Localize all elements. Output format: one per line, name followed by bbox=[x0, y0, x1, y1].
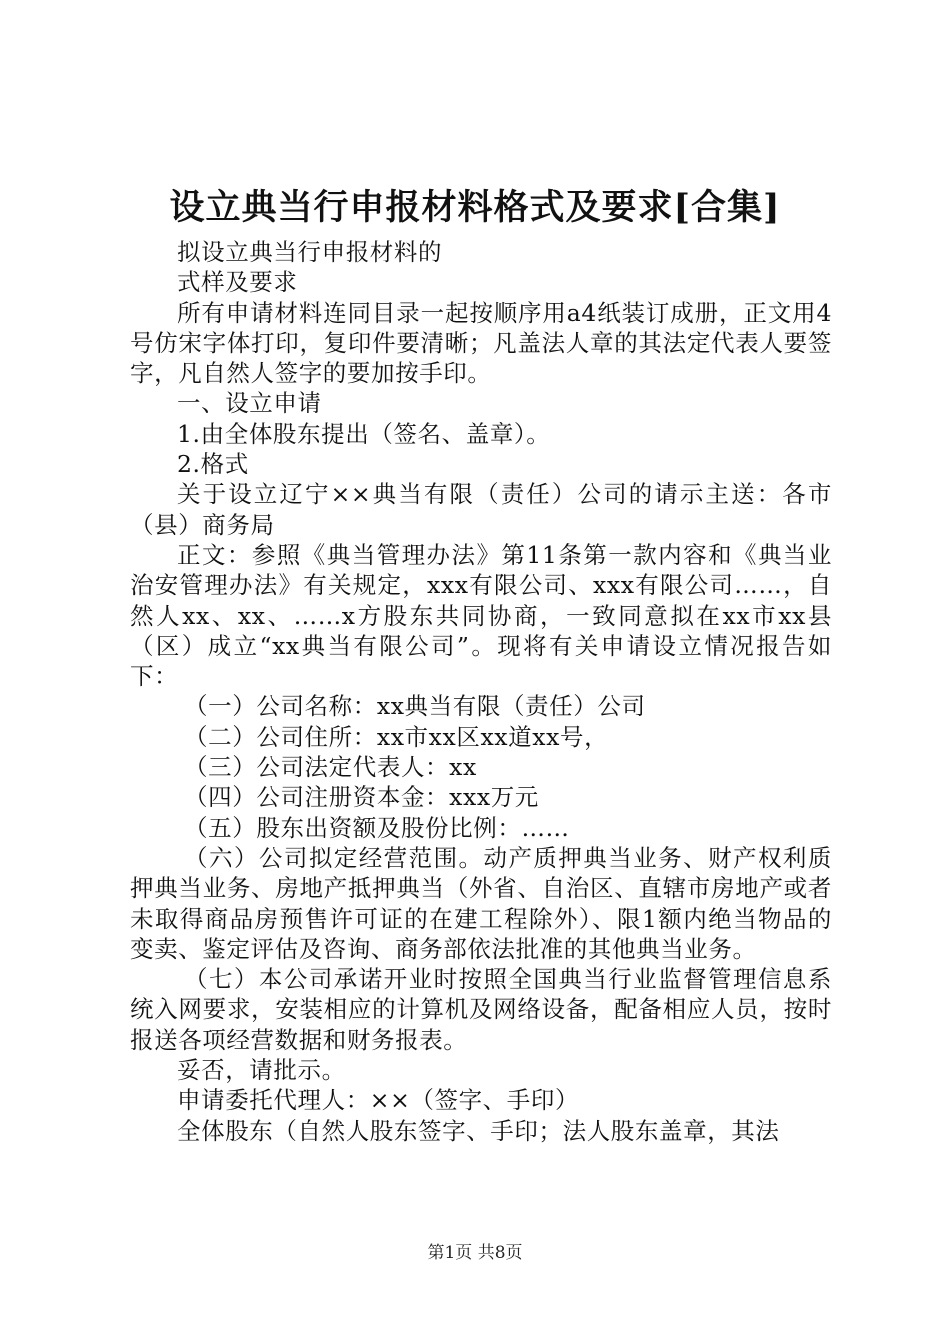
paragraph: 所有申请材料连同目录一起按顺序用a4纸装订成册，正文用4号仿宋字体打印，复印件要清晰；凡盖法人章的其法定代表人要签字，凡自然人签字的要加按手印。 bbox=[130, 298, 832, 388]
document-title: 设立典当行申报材料格式及要求[合集] bbox=[169, 187, 781, 228]
paragraph: 式样及要求 bbox=[177, 268, 298, 297]
list-item: （五）股东出资额及股份比例：…… bbox=[184, 813, 570, 842]
paragraph: 正文：参照《典当管理办法》第11条第一款内容和《典当业治安管理办法》有关规定，xxx有限公司、xxx有限公司……，自然人xx、xx、……x方股东共同协商，一致同意拟在xx市xx县（区）成立“xx典当有限公司”。现将有关申请设立情况报告如下： bbox=[130, 540, 832, 691]
section-heading: 一、设立申请 bbox=[177, 389, 322, 418]
paragraph: 2.格式 bbox=[177, 450, 249, 479]
list-item: （三）公司法定代表人：xx bbox=[184, 753, 477, 782]
paragraph: （六）公司拟定经营范围。动产质押典当业务、财产权利质押典当业务、房地产抵押典当（外省、自治区、直辖市房地产或者未取得商品房预售许可证的在建工程除外）、限1额内绝当物品的变卖、鉴定评估及咨询、商务部依法批准的其他典当业务。 bbox=[130, 843, 832, 963]
paragraph: 拟设立典当行申报材料的 bbox=[177, 238, 443, 266]
paragraph: 关于设立辽宁××典当有限（责任）公司的请示主送：各市（县）商务局 bbox=[130, 480, 832, 539]
paragraph: 妥否，请批示。 bbox=[177, 1056, 346, 1085]
page-number: 第1页 共8页 bbox=[427, 1243, 523, 1263]
paragraph: 申请委托代理人：××（签字、手印） bbox=[177, 1086, 580, 1115]
list-item: （二）公司住所：xx市xx区xx道xx号， bbox=[184, 722, 609, 751]
list-item: （四）公司注册资本金：xxx万元 bbox=[184, 783, 539, 812]
paragraph: 1.由全体股东提出（签名、盖章）。 bbox=[177, 419, 551, 448]
document-body bbox=[130, 237, 832, 1146]
list-item: （一）公司名称：xx典当有限（责任）公司 bbox=[184, 692, 646, 721]
paragraph: （七）本公司承诺开业时按照全国典当行业监督管理信息系统入网要求，安装相应的计算机及网络设备，配备相应人员，按时报送各项经营数据和财务报表。 bbox=[130, 965, 832, 1054]
paragraph: 全体股东（自然人股东签字、手印；法人股东盖章，其法 bbox=[177, 1116, 780, 1145]
